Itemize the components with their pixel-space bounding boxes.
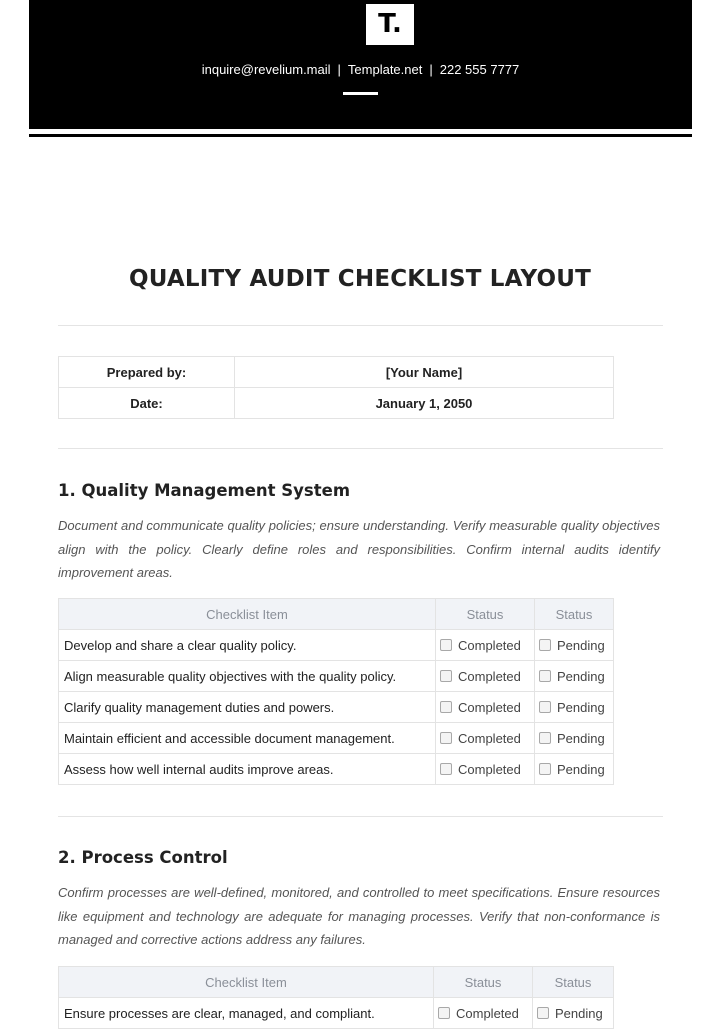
option-label: Completed <box>458 730 521 746</box>
option-label: Completed <box>458 699 521 715</box>
header-underline <box>29 134 692 137</box>
pending-option[interactable] <box>535 692 614 723</box>
checkbox-icon[interactable] <box>438 1007 450 1019</box>
checkbox-icon[interactable] <box>539 701 551 713</box>
section-heading: 1. Quality Management System <box>58 481 351 500</box>
table-row <box>59 754 614 785</box>
completed-option[interactable] <box>436 630 535 661</box>
completed-option[interactable] <box>436 692 535 723</box>
checkbox-icon[interactable] <box>539 732 551 744</box>
info-row-prepared <box>59 357 614 388</box>
table-row <box>59 723 614 754</box>
column-header-status: Status <box>434 967 533 998</box>
document-info-table <box>58 356 614 419</box>
document-title: QUALITY AUDIT CHECKLIST LAYOUT <box>128 266 592 292</box>
contact-website[interactable]: Template.net <box>347 62 423 77</box>
divider <box>58 448 663 449</box>
contact-separator: | <box>337 62 341 77</box>
section-description: Document and communicate quality policies; ensure understanding. Verify measurable quality objectives align with the policy. Clearly define roles and responsibilities. Confirm internal audits identify improvement areas. <box>58 518 660 580</box>
checkbox-icon[interactable] <box>440 701 452 713</box>
contact-email[interactable]: inquire@revelium.mail <box>201 62 331 77</box>
contact-line <box>29 62 692 77</box>
checkbox-icon[interactable] <box>539 639 551 651</box>
completed-option[interactable] <box>436 723 535 754</box>
column-header-status: Status <box>535 599 614 630</box>
pending-option[interactable] <box>535 723 614 754</box>
column-header-item: Checklist Item <box>59 967 434 998</box>
pending-option[interactable] <box>535 630 614 661</box>
brand-logo: T. <box>366 4 414 45</box>
checklist-item: Ensure processes are clear, managed, and compliant. <box>59 998 434 1029</box>
contact-phone: 222 555 7777 <box>439 62 520 77</box>
prepared-by-value: [Your Name] <box>235 357 614 388</box>
checklist-item: Align measurable quality objectives with the quality policy. <box>59 661 436 692</box>
checklist-item: Maintain efficient and accessible document management. <box>59 723 436 754</box>
checklist-item: Assess how well internal audits improve areas. <box>59 754 436 785</box>
table-row <box>59 630 614 661</box>
info-row-date <box>59 388 614 419</box>
date-value: January 1, 2050 <box>235 388 614 419</box>
option-label: Pending <box>557 668 605 684</box>
table-header-row <box>59 599 614 630</box>
column-header-status: Status <box>533 967 614 998</box>
checklist-item: Develop and share a clear quality policy. <box>59 630 436 661</box>
completed-option[interactable] <box>436 661 535 692</box>
option-label: Pending <box>557 730 605 746</box>
checklist-item: Clarify quality management duties and powers. <box>59 692 436 723</box>
checkbox-icon[interactable] <box>440 639 452 651</box>
option-label: Completed <box>458 668 521 684</box>
prepared-by-label: Prepared by: <box>59 357 235 388</box>
header-accent-dash <box>343 92 378 95</box>
pending-option[interactable] <box>533 998 614 1029</box>
checkbox-icon[interactable] <box>539 670 551 682</box>
option-label: Pending <box>555 1005 603 1021</box>
option-label: Pending <box>557 699 605 715</box>
option-label: Completed <box>458 761 521 777</box>
option-label: Completed <box>456 1005 519 1021</box>
completed-option[interactable] <box>434 998 533 1029</box>
table-header-row <box>59 967 614 998</box>
option-label: Completed <box>458 637 521 653</box>
checkbox-icon[interactable] <box>440 670 452 682</box>
table-row <box>59 998 614 1029</box>
column-header-item: Checklist Item <box>59 599 436 630</box>
divider <box>58 325 663 326</box>
checkbox-icon[interactable] <box>539 763 551 775</box>
table-row <box>59 692 614 723</box>
checkbox-icon[interactable] <box>537 1007 549 1019</box>
contact-separator: | <box>429 62 433 77</box>
divider <box>58 816 663 817</box>
section-description: Confirm processes are well-defined, monitored, and controlled to meet specifications. Ensure resources like equipment and technology are adequate for managing processes. Verify that non-conformance is managed and corrective actions address any failures. <box>58 885 660 947</box>
table-row <box>59 661 614 692</box>
checkbox-icon[interactable] <box>440 763 452 775</box>
date-label: Date: <box>59 388 235 419</box>
pending-option[interactable] <box>535 754 614 785</box>
checkbox-icon[interactable] <box>440 732 452 744</box>
option-label: Pending <box>557 761 605 777</box>
section-heading: 2. Process Control <box>58 848 228 867</box>
column-header-status: Status <box>436 599 535 630</box>
checklist-table <box>58 966 614 1029</box>
pending-option[interactable] <box>535 661 614 692</box>
completed-option[interactable] <box>436 754 535 785</box>
checklist-table <box>58 598 614 785</box>
header-banner <box>29 0 692 129</box>
option-label: Pending <box>557 637 605 653</box>
